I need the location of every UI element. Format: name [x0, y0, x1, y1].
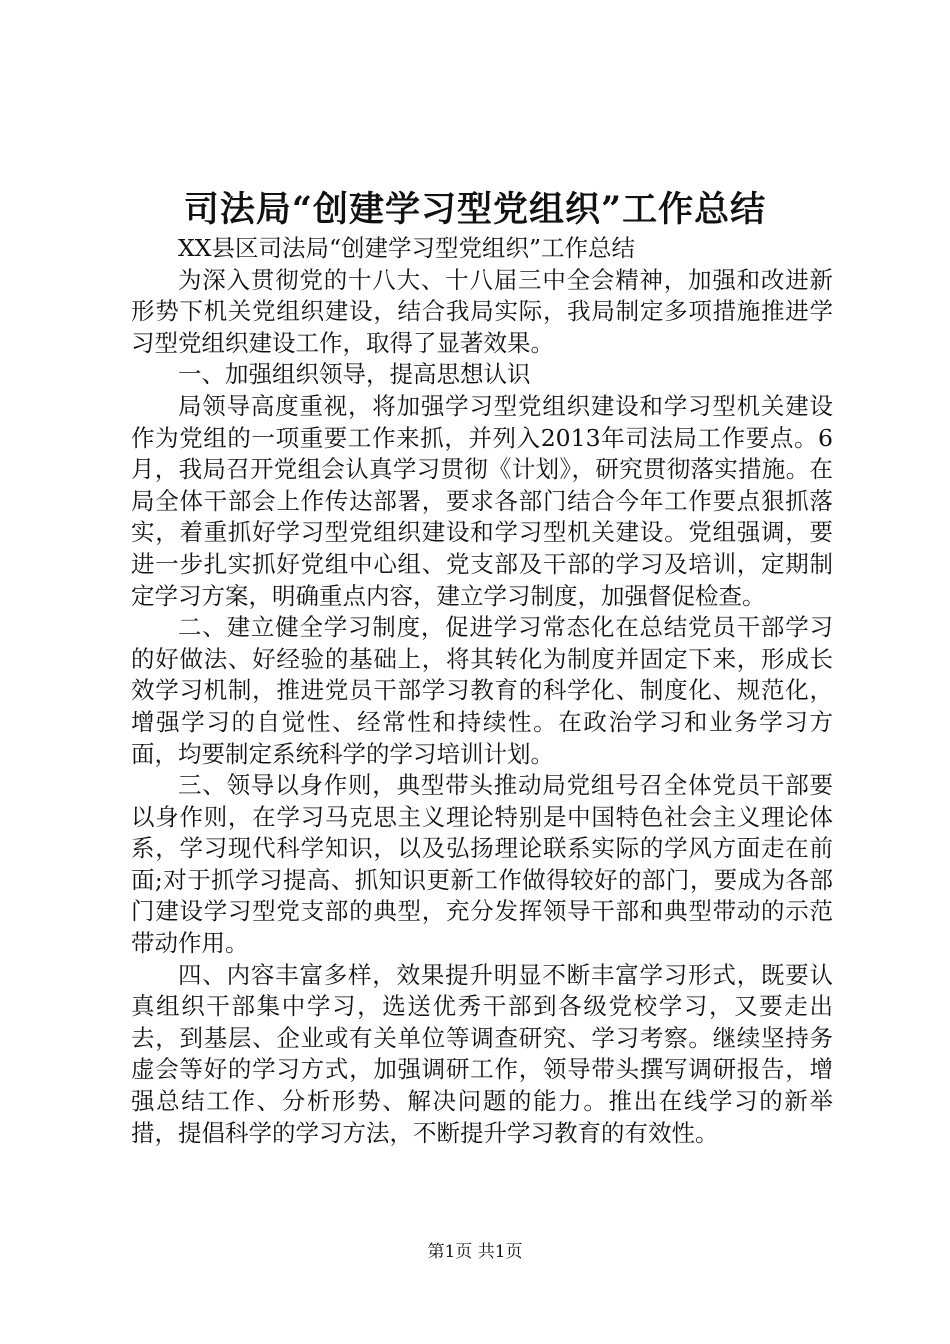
paragraph-intro: 为深入贯彻党的十八大、十八届三中全会精神，加强和改进新形势下机关党组织建设，结合我局实际，我局制定多项措施推进学习型党组织建设工作，取得了显著效果。: [131, 265, 833, 357]
paragraph-section-2: 二、建立健全学习制度，促进学习常态化在总结党员干部学习的好做法、好经验的基础上，将其转化为制度并固定下来，形成长效学习机制，推进党员干部学习教育的科学化、制度化、规范化，增强学习的自觉性、经常性和持续性。在政治学习和业务学习方面，均要制定系统科学的学习培训计划。: [131, 613, 833, 768]
paragraph-section-4: 四、内容丰富多样，效果提升明显不断丰富学习形式，既要认真组织干部集中学习，选送优秀干部到各级党校学习，又要走出去，到基层、企业或有关单位等调查研究、学习考察。继续坚持务虚会等好的学习方式，加强调研工作，领导带头撰写调研报告，增强总结工作、分析形势、解决问题的能力。推出在线学习的新举措，提倡科学的学习方法，不断提升学习教育的有效性。: [131, 960, 833, 1147]
section-heading-1: 一、加强组织领导，提高思想认识: [178, 360, 531, 389]
document-title: 司法局“创建学习型党组织”工作总结: [183, 189, 767, 230]
document-body: [131, 233, 833, 1149]
document-subtitle: XX县区司法局“创建学习型党组织”工作总结: [178, 234, 635, 262]
paragraph-section-3: 三、领导以身作则，典型带头推动局党组号召全体党员干部要以身作则，在学习马克思主义理论特别是中国特色社会主义理论体系，学习现代科学知识，以及弘扬理论联系实际的学风方面走在前面;对于抓学习提高、抓知识更新工作做得较好的部门，要成为各部门建设学习型党支部的典型，充分发挥领导干部和典型带动的示范带动作用。: [131, 771, 833, 958]
page-number-footer: 第1页 共1页: [427, 1242, 523, 1262]
paragraph-section-1: 局领导高度重视，将加强学习型党组织建设和学习型机关建设作为党组的一项重要工作来抓，并列入2013年司法局工作要点。6月，我局召开党组会认真学习贯彻《计划》，研究贯彻落实措施。在局全体干部会上作传达部署，要求各部门结合今年工作要点狠抓落实，着重抓好学习型党组织建设和学习型机关建设。党组强调，要进一步扎实抓好党组中心组、党支部及干部的学习及培训，定期制定学习方案，明确重点内容，建立学习制度，加强督促检查。: [131, 391, 833, 610]
